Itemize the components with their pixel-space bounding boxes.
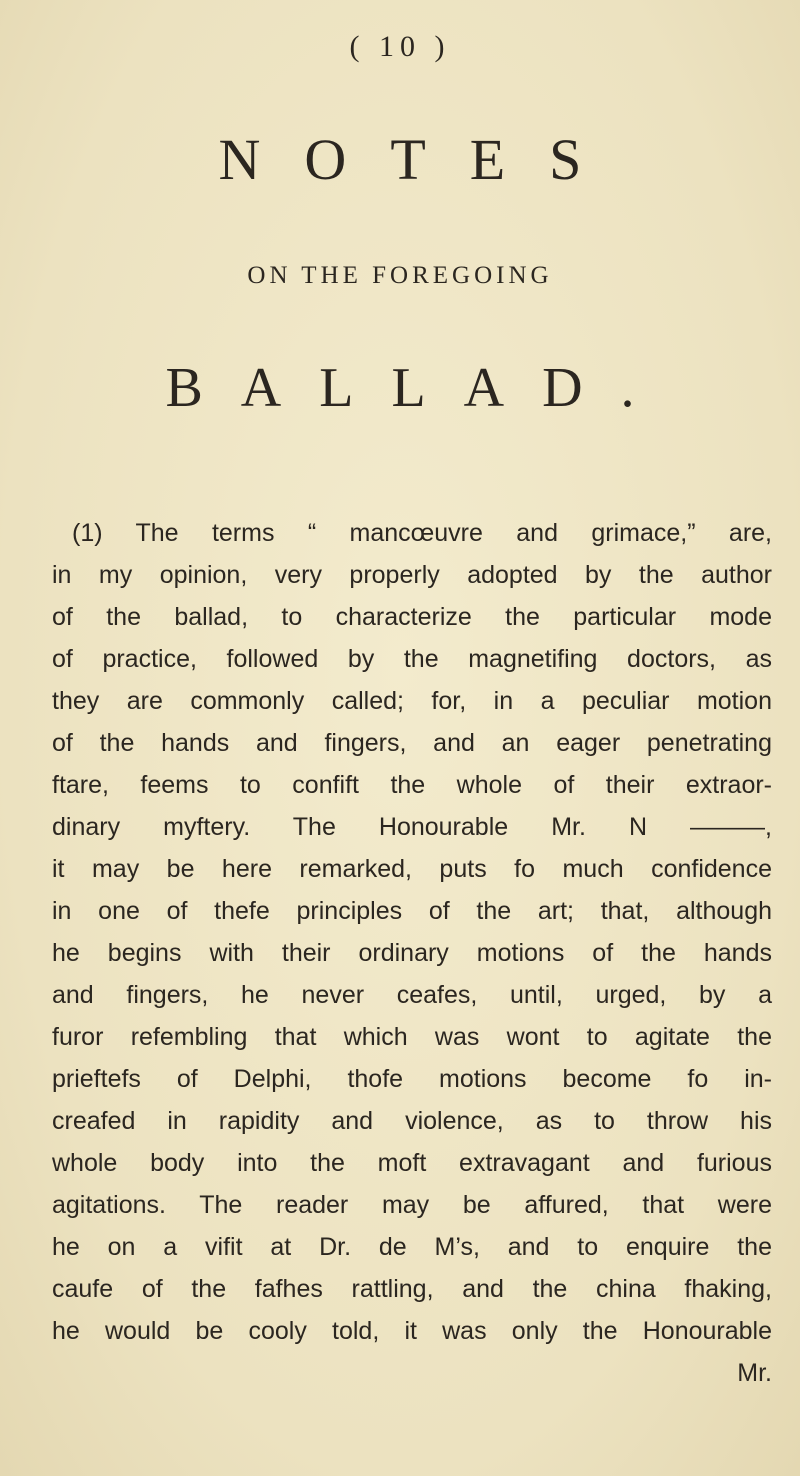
text-line: of the hands and fingers, and an eager penetrating (52, 729, 772, 757)
text-line: they are commonly called; for, in a peculiar motion (52, 687, 772, 715)
body-text (52, 512, 772, 1394)
text-line: in my opinion, very properly adopted by the author (52, 561, 772, 589)
text-line: dinary myftery. The Honourable Mr. N ———, (52, 813, 772, 841)
page-subtitle: ON THE FOREGOING (247, 262, 553, 289)
text-line: (1) The terms “ mancœuvre and grimace,” are, (72, 519, 772, 547)
page-number: ( 10 ) (349, 30, 451, 63)
text-line: prieftefs of Delphi, thofe motions become fo in- (52, 1065, 772, 1093)
catchword: Mr. (737, 1359, 772, 1387)
text-line: in one of thefe principles of the art; that, although (52, 897, 772, 925)
text-line: creafed in rapidity and violence, as to throw his (52, 1107, 772, 1135)
text-line: he begins with their ordinary motions of the hands (52, 939, 772, 967)
text-line: whole body into the moft extravagant and furious (52, 1149, 772, 1177)
page-heading: BALLAD. (165, 357, 673, 419)
text-line: he would be cooly told, it was only the Honourable (52, 1317, 772, 1345)
page-title: NOTES (218, 127, 626, 192)
text-line: agitations. The reader may be affured, that were (52, 1191, 772, 1219)
text-line: furor refembling that which was wont to agitate the (52, 1023, 772, 1051)
text-line: it may be here remarked, puts fo much confidence (52, 855, 772, 883)
text-line: he on a vifit at Dr. de M’s, and to enquire the (52, 1233, 772, 1261)
text-line: and fingers, he never ceafes, until, urged, by a (52, 981, 772, 1009)
text-line: of praсtice, followed by the magnetifing doсtors, as (52, 645, 772, 673)
text-line: of the ballad, to charaсterize the particular mode (52, 603, 772, 631)
text-line: ftare, feems to confift the whole of their extraor- (52, 771, 772, 799)
text-line: caufe of the fafhes rattling, and the china fhaking, (52, 1275, 772, 1303)
